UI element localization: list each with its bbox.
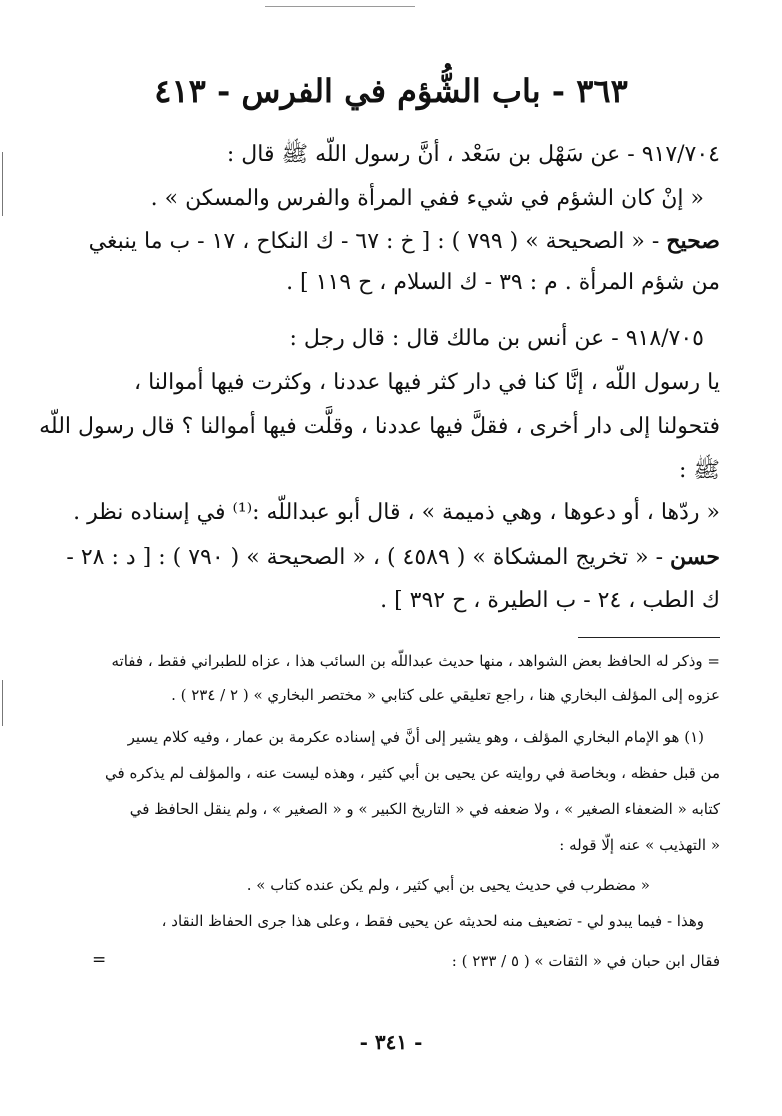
grade-label: صحيح [666,228,720,254]
hadith-705-line-5: « ردّها ، أو دعوها ، وهي ذميمة » ، قال أبو عبداللّه :⁽¹⁾ في إسناده نظر . [73,500,720,525]
top-rule [265,6,415,7]
footnote-line: (١) هو الإمام البخاري المؤلف ، وهو يشير إلى أنَّ في إسناده عكرمة بن عمار ، وفيه كلام يسير [127,728,704,746]
footnote-line: من قبل حفظه ، وبخاصة في روايته عن يحيى بن أبي كثير ، وهذه ليست عنه ، والمؤلف لم يذكره في [105,764,720,782]
footnote-line: عزوه إلى المؤلف البخاري هنا ، راجع تعليقي على كتابي « مختصر البخاري » ( ٢ / ٢٣٤ ) . [171,686,720,704]
hadith-705-line-7: ك الطب ، ٢٤ - ب الطيرة ، ح ٣٩٢ ] . [380,588,720,613]
hadith-705-line-3: فتحولنا إلى دار أخرى ، فقلَّ فيها عددنا ، وقلَّت فيها أموالنا ؟ قال رسول اللّه [39,414,720,439]
footnote-line: = وذكر له الحافظ بعض الشواهد ، منها حديث عبداللّه بن السائب هذا ، عزاه للطبراني فقط ، ففاته [111,652,720,670]
footnote-line: كتابه « الضعفاء الصغير » ، ولا ضعفه في « التاريخ الكبير » و « الصغير » ، ولم ينقل الحافظ في [129,800,720,818]
hadith-704-line-4: من شؤم المرأة . م : ٣٩ - ك السلام ، ح ١١٩ ] . [286,270,720,295]
footnote-separator [578,637,720,638]
chapter-title: ٣٦٣ - باب الشُّؤم في الفرس - ٤١٣ [154,72,628,110]
hadith-705-line-2: يا رسول اللّه ، إنَّا كنا في دار كثر فيها عددنا ، وكثرت فيها أموالنا ، [133,370,720,395]
hadith-704-line-1: ٩١٧/٧٠٤ - عن سَهْل بن سَعْد ، أنَّ رسول اللّه ﷺ قال : [226,142,720,167]
hadith-704-takhrij [62,228,720,254]
footnote-line: وهذا - فيما يبدو لي - تضعيف منه لحديثه عن يحيى فقط ، وعلى هذا جرى الحفاظ النقاد ، [161,912,704,930]
takhrij-text: - « الصحيحة » ( ٧٩٩ ) : [ خ : ٦٧ - ك النكاح ، ١٧ - ب ما ينبغي [88,229,667,254]
footnote-line: « التهذيب » عنه إلّا قوله : [559,836,720,854]
footnote-line: « مضطرب في حديث يحيى بن أبي كثير ، ولم يكن عنده كتاب » . [246,876,650,894]
footnote-line: فقال ابن حبان في « الثقات » ( ٥ / ٢٣٣ ) : [451,952,720,970]
grade-label: حسن [670,544,720,570]
page-number: - ٣٤١ - [359,1030,423,1054]
left-margin-mark [2,152,3,216]
left-margin-mark [2,680,3,726]
hadith-705-takhrij [62,544,720,570]
hadith-705-line-1: ٩١٨/٧٠٥ - عن أنس بن مالك قال : قال رجل : [289,326,704,351]
continuation-mark: = [92,950,107,970]
hadith-705-line-4: ﷺ : [679,458,720,483]
takhrij-text: - « تخريج المشكاة » ( ٤٥٨٩ ) ، « الصحيحة » ( ٧٩٠ ) : [ د : ٢٨ - [66,545,671,570]
hadith-704-line-2: « إنْ كان الشؤم في شيء ففي المرأة والفرس والمسكن » . [150,186,704,211]
